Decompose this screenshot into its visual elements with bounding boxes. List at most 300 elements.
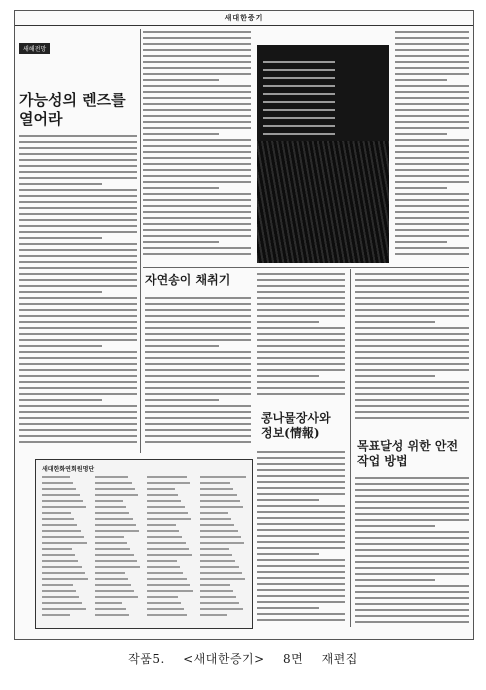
- text-line: [395, 49, 469, 51]
- member-listing-line: [147, 560, 177, 562]
- member-listing-line: [95, 500, 123, 502]
- text-line: [19, 321, 137, 323]
- section-rule: [143, 267, 469, 268]
- text-line: [395, 97, 469, 99]
- text-line: [143, 145, 251, 147]
- body-text-network: [257, 451, 345, 627]
- member-listing-line: [200, 554, 233, 556]
- text-line: [395, 217, 469, 219]
- text-line: [19, 177, 137, 179]
- text-line: [257, 541, 345, 543]
- text-line: [395, 229, 469, 231]
- member-listing-line: [147, 596, 178, 598]
- text-line: [257, 333, 345, 335]
- text-line: [143, 85, 251, 87]
- member-listing-column: [147, 476, 194, 622]
- text-line: [143, 127, 251, 129]
- text-line: [257, 523, 345, 525]
- member-listing-line: [200, 524, 235, 526]
- member-listing-line: [95, 536, 124, 538]
- member-listing-line: [42, 596, 79, 598]
- text-line: [355, 309, 469, 311]
- body-text-safety: [355, 477, 469, 627]
- text-line: [19, 363, 137, 365]
- text-line: [257, 469, 345, 471]
- text-line: [145, 351, 251, 353]
- text-line: [257, 393, 345, 395]
- text-line: [143, 73, 251, 75]
- member-listing-line: [200, 506, 244, 508]
- text-line: [355, 477, 469, 479]
- text-line: [19, 147, 137, 149]
- text-line: [395, 31, 469, 33]
- member-listing-line: [42, 518, 74, 520]
- text-line: [355, 297, 469, 299]
- member-listing-line: [95, 602, 123, 604]
- text-line: [395, 91, 469, 93]
- figure-caption: [0, 650, 486, 667]
- member-listing-line: [147, 548, 189, 550]
- text-line: [257, 517, 345, 519]
- text-line: [395, 121, 469, 123]
- text-line: [395, 169, 469, 171]
- text-line: [143, 151, 251, 153]
- text-line: [355, 537, 469, 539]
- text-line: [143, 79, 219, 81]
- text-line: [355, 303, 469, 305]
- member-listing-line: [147, 608, 184, 610]
- text-line: [19, 327, 137, 329]
- text-line: [355, 339, 469, 341]
- member-listing-line: [42, 608, 86, 610]
- text-line: [145, 333, 251, 335]
- member-listing-line: [42, 566, 82, 568]
- text-line: [355, 543, 469, 545]
- text-line: [257, 285, 345, 287]
- text-line: [19, 285, 137, 287]
- member-listing-line: [147, 482, 190, 484]
- text-line: [355, 483, 469, 485]
- text-line: [395, 247, 469, 249]
- member-listing-line: [95, 548, 131, 550]
- member-listing-line: [95, 578, 128, 580]
- text-line: [257, 357, 345, 359]
- text-line: [143, 49, 251, 51]
- text-line: [257, 553, 319, 555]
- text-line: [395, 223, 469, 225]
- text-line: [19, 351, 137, 353]
- member-listing-line: [95, 596, 138, 598]
- headline-lens: 가능성의 렌즈를 열어라: [19, 91, 126, 128]
- text-line: [19, 279, 137, 281]
- body-text-right: [355, 273, 469, 423]
- text-line: [19, 399, 102, 401]
- text-line: [355, 393, 469, 395]
- text-line: [355, 615, 469, 617]
- member-listing-line: [42, 500, 83, 502]
- text-line: [145, 321, 251, 323]
- member-listing-line: [95, 608, 126, 610]
- text-line: [257, 297, 345, 299]
- text-line: [19, 411, 137, 413]
- headline-nature: 자연송이 채취기: [145, 273, 231, 287]
- member-listing-line: [147, 542, 186, 544]
- member-listing-line: [42, 524, 77, 526]
- text-line: [257, 559, 345, 561]
- text-line: [395, 139, 469, 141]
- text-line: [19, 225, 137, 227]
- member-listing-line: [200, 560, 236, 562]
- member-listing-line: [200, 512, 228, 514]
- text-line: [257, 345, 345, 347]
- text-line: [355, 399, 469, 401]
- text-line: [395, 193, 469, 195]
- text-line: [355, 387, 469, 389]
- text-line: [257, 511, 345, 513]
- text-line: [257, 595, 345, 597]
- text-line: [143, 91, 251, 93]
- text-line: [395, 205, 469, 207]
- member-listing-line: [147, 536, 182, 538]
- text-line: [355, 621, 469, 623]
- member-listing-line: [95, 590, 135, 592]
- text-line: [143, 169, 251, 171]
- member-listing-line: [42, 488, 76, 490]
- text-line: [145, 339, 251, 341]
- text-line: [395, 103, 469, 105]
- text-line: [257, 457, 345, 459]
- text-line: [145, 309, 251, 311]
- text-line: [19, 357, 137, 359]
- member-listing-line: [95, 614, 129, 616]
- text-line: [257, 607, 319, 609]
- member-listing-line: [200, 590, 233, 592]
- text-line: [257, 303, 345, 305]
- photo-image: [257, 141, 389, 263]
- text-line: [395, 115, 469, 117]
- text-line: [145, 441, 251, 443]
- member-listing-line: [147, 494, 178, 496]
- member-listing-line: [95, 584, 132, 586]
- text-line: [395, 55, 469, 57]
- text-line: [355, 585, 469, 587]
- text-line: [143, 97, 251, 99]
- text-line: [395, 211, 469, 213]
- text-line: [145, 399, 219, 401]
- text-line: [257, 315, 345, 317]
- text-line: [143, 121, 251, 123]
- member-listing-line: [42, 494, 80, 496]
- member-listing-column: [200, 476, 247, 622]
- text-line: [355, 591, 469, 593]
- member-listing-line: [95, 488, 135, 490]
- text-line: [19, 249, 137, 251]
- text-line: [19, 195, 137, 197]
- member-listing-line: [200, 548, 229, 550]
- text-line: [257, 487, 345, 489]
- member-listing-line: [95, 554, 134, 556]
- member-listing-line: [200, 530, 238, 532]
- text-line: [143, 199, 251, 201]
- text-line: [257, 571, 345, 573]
- text-line: [143, 253, 251, 255]
- text-line: [145, 381, 251, 383]
- body-text-mid: [257, 273, 345, 403]
- text-line: [19, 423, 137, 425]
- text-line: [257, 499, 319, 501]
- text-line: [257, 547, 345, 549]
- photo-block: [257, 45, 389, 263]
- text-line: [355, 357, 469, 359]
- text-line: [257, 481, 345, 483]
- text-line: [19, 381, 137, 383]
- text-line: [257, 339, 345, 341]
- text-line: [145, 363, 251, 365]
- text-line: [19, 207, 137, 209]
- member-listing-line: [42, 536, 84, 538]
- member-listing-line: [95, 518, 133, 520]
- text-line: [19, 435, 137, 437]
- text-line: [355, 363, 469, 365]
- text-line: [355, 351, 469, 353]
- member-listing-line: [95, 512, 130, 514]
- text-line: [355, 597, 469, 599]
- text-line: [257, 321, 319, 323]
- text-line: [145, 327, 251, 329]
- text-line: [355, 567, 469, 569]
- text-line: [395, 187, 447, 189]
- text-line: [257, 505, 345, 507]
- text-line: [257, 375, 319, 377]
- text-line: [143, 223, 251, 225]
- text-line: [145, 315, 251, 317]
- column-rule: [140, 29, 141, 453]
- member-listing-line: [200, 602, 240, 604]
- body-text-lens: [19, 135, 137, 451]
- text-line: [19, 243, 137, 245]
- text-line: [143, 43, 251, 45]
- text-line: [145, 297, 251, 299]
- member-listing-box: [35, 459, 253, 629]
- text-line: [257, 529, 345, 531]
- body-text-nature: [145, 297, 251, 451]
- text-line: [355, 405, 469, 407]
- text-line: [257, 309, 345, 311]
- member-listing-line: [95, 476, 129, 478]
- text-line: [145, 405, 251, 407]
- text-line: [355, 315, 469, 317]
- member-listing-line: [42, 530, 81, 532]
- text-line: [145, 369, 251, 371]
- text-line: [395, 157, 469, 159]
- text-line: [257, 613, 345, 615]
- member-listing-line: [200, 596, 237, 598]
- text-line: [19, 231, 137, 233]
- member-listing-line: [147, 500, 181, 502]
- member-listing-line: [147, 512, 188, 514]
- text-line: [143, 193, 251, 195]
- member-listing-line: [200, 584, 230, 586]
- text-line: [355, 573, 469, 575]
- text-line: [143, 187, 219, 189]
- text-line: [355, 519, 469, 521]
- member-listing-line: [95, 572, 125, 574]
- member-listing-line: [42, 554, 75, 556]
- member-listing-line: [42, 578, 88, 580]
- text-line: [355, 507, 469, 509]
- text-line: [145, 303, 251, 305]
- text-line: [19, 219, 137, 221]
- member-listing-line: [95, 506, 127, 508]
- text-line: [257, 279, 345, 281]
- text-line: [19, 303, 137, 305]
- text-line: [395, 67, 469, 69]
- text-line: [355, 327, 469, 329]
- text-line: [19, 309, 137, 311]
- text-line: [355, 549, 469, 551]
- member-listing-line: [200, 518, 232, 520]
- text-line: [395, 163, 469, 165]
- headline-safety: 목표달성 위한 안전작업 방법: [357, 439, 459, 468]
- text-line: [19, 255, 137, 257]
- member-listing-line: [147, 518, 191, 520]
- caption-title: <새대한증기>: [183, 652, 265, 666]
- member-listing-line: [200, 476, 246, 478]
- text-line: [19, 171, 137, 173]
- member-listing-line: [147, 614, 187, 616]
- member-listing-line: [95, 482, 132, 484]
- text-line: [143, 229, 251, 231]
- member-listing-line: [95, 524, 136, 526]
- masthead-title: 새대한증기: [224, 14, 264, 22]
- member-listing-line: [42, 590, 76, 592]
- text-line: [143, 211, 251, 213]
- text-line: [355, 381, 469, 383]
- photo-overlay-list: [263, 61, 383, 141]
- text-line: [143, 61, 251, 63]
- text-line: [19, 417, 137, 419]
- text-line: [19, 183, 102, 185]
- text-line: [19, 141, 137, 143]
- masthead: [15, 11, 473, 26]
- member-listing-line: [200, 494, 237, 496]
- text-line: [19, 267, 137, 269]
- text-line: [355, 279, 469, 281]
- text-line: [145, 417, 251, 419]
- member-listing-line: [95, 560, 137, 562]
- text-line: [395, 151, 469, 153]
- text-line: [19, 237, 102, 239]
- text-line: [355, 555, 469, 557]
- text-line: [19, 273, 137, 275]
- member-listing-line: [95, 566, 141, 568]
- newspaper-page: [14, 10, 474, 640]
- member-listing-column: [42, 476, 89, 622]
- kicker-label: 새해전망: [19, 43, 50, 54]
- member-listing-line: [200, 500, 240, 502]
- body-text-lens-cont: [143, 31, 251, 263]
- member-listing-title: 새대한화연회원명단: [42, 466, 95, 473]
- member-listing-line: [42, 572, 85, 574]
- member-listing-line: [42, 614, 70, 616]
- text-line: [257, 463, 345, 465]
- member-listing-line: [95, 530, 140, 532]
- member-listing-line: [147, 572, 183, 574]
- member-listing-line: [95, 542, 128, 544]
- text-line: [19, 201, 137, 203]
- member-listing-line: [200, 536, 241, 538]
- text-line: [257, 619, 345, 621]
- headline-network: 콩나물장사와 정보(情報): [261, 411, 331, 440]
- text-line: [257, 493, 345, 495]
- text-line: [19, 165, 137, 167]
- member-listing-line: [42, 542, 87, 544]
- member-listing-line: [200, 482, 231, 484]
- text-line: [19, 345, 102, 347]
- member-listing-line: [42, 482, 73, 484]
- text-line: [257, 589, 345, 591]
- text-line: [257, 451, 345, 453]
- member-listing-line: [42, 548, 72, 550]
- text-line: [19, 405, 137, 407]
- text-line: [143, 133, 219, 135]
- text-line: [19, 429, 137, 431]
- member-listing-line: [147, 476, 187, 478]
- member-listing-line: [147, 602, 181, 604]
- caption-work: 작품5.: [128, 652, 165, 666]
- member-listing-line: [147, 506, 185, 508]
- text-line: [355, 291, 469, 293]
- caption-desc: 재편집: [321, 652, 358, 666]
- text-line: [145, 423, 251, 425]
- text-line: [19, 441, 137, 443]
- text-line: [355, 603, 469, 605]
- member-listing-line: [42, 476, 70, 478]
- text-line: [355, 375, 435, 377]
- text-line: [145, 393, 251, 395]
- text-line: [19, 153, 137, 155]
- text-line: [145, 357, 251, 359]
- member-listing-line: [200, 608, 243, 610]
- text-line: [395, 235, 469, 237]
- member-listing-line: [147, 554, 192, 556]
- text-line: [257, 363, 345, 365]
- text-line: [19, 213, 137, 215]
- text-line: [257, 583, 345, 585]
- text-line: [143, 109, 251, 111]
- text-line: [257, 351, 345, 353]
- text-line: [19, 189, 137, 191]
- text-line: [19, 339, 137, 341]
- text-line: [145, 435, 251, 437]
- column-rule-right: [350, 269, 351, 627]
- text-line: [355, 513, 469, 515]
- text-line: [395, 61, 469, 63]
- text-line: [143, 157, 251, 159]
- member-listing-line: [147, 578, 187, 580]
- text-line: [395, 253, 469, 255]
- text-line: [19, 375, 137, 377]
- text-line: [355, 579, 435, 581]
- member-listing-line: [200, 578, 246, 580]
- text-line: [395, 85, 469, 87]
- text-line: [257, 565, 345, 567]
- text-line: [143, 205, 251, 207]
- text-line: [19, 369, 137, 371]
- text-line: [355, 561, 469, 563]
- text-line: [395, 145, 469, 147]
- text-line: [19, 387, 137, 389]
